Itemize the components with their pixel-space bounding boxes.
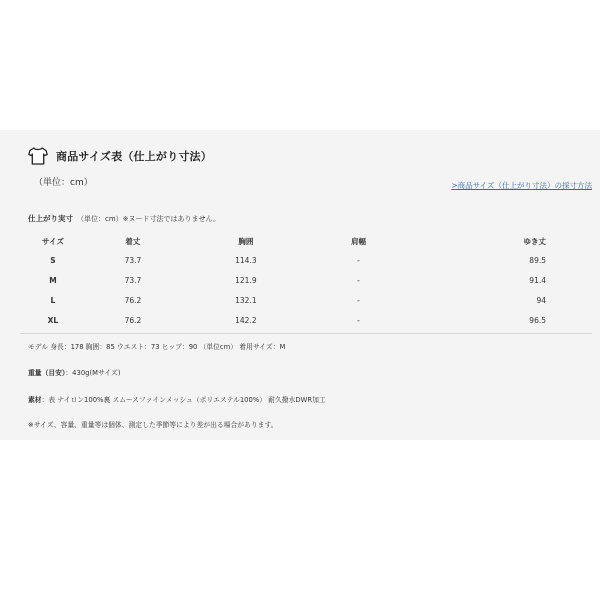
cell-shoulder: - <box>357 295 360 305</box>
table-row <box>20 270 592 290</box>
cell-size: M <box>49 275 57 285</box>
header-size: サイズ <box>41 237 64 246</box>
cell-shoulder: - <box>357 315 360 325</box>
cell-length: 76.2 <box>124 295 142 305</box>
divider <box>20 333 592 334</box>
cell-chest: 142.2 <box>235 315 257 325</box>
table-row <box>20 250 592 270</box>
table-row <box>20 290 592 310</box>
cell-sleeve: 91.4 <box>529 275 546 285</box>
material-info <box>28 394 326 404</box>
cell-chest: 121.9 <box>235 275 257 285</box>
header-sleeve: ゆき丈 <box>523 237 546 246</box>
header-shoulder: 肩幅 <box>351 237 366 246</box>
cell-sleeve: 89.5 <box>529 255 546 265</box>
cell-size: L <box>50 295 56 305</box>
material-label: 素材 <box>28 396 42 404</box>
page-title: 商品サイズ表（仕上がり寸法） <box>56 150 212 163</box>
weight-value: ：430g(Mサイズ) <box>65 369 121 377</box>
cell-shoulder: - <box>357 275 360 285</box>
cell-sleeve: 94 <box>536 295 546 305</box>
header-length: 着丈 <box>125 237 141 246</box>
measurement-guide-link[interactable]: >商品サイズ（仕上がり寸法）の採寸方法 <box>451 181 592 190</box>
table-row <box>20 310 592 330</box>
cell-shoulder: - <box>357 255 360 265</box>
footnote: ※サイズ、容量、重量等は個体、測定した季節等により差が出る場合があります。 <box>28 421 278 429</box>
model-info: モデル 身長：178 胸囲：85 ウエスト：73 ヒップ：90 （単位cm） 着用サイズ：M <box>28 343 286 351</box>
cell-size: XL <box>47 315 59 325</box>
table-header-row <box>20 233 592 250</box>
cell-length: 73.7 <box>124 255 142 265</box>
cell-chest: 132.1 <box>235 295 257 305</box>
cell-size: S <box>50 255 56 265</box>
table-title <box>28 213 220 224</box>
size-chart-panel <box>0 130 600 440</box>
weight-info <box>28 367 121 377</box>
title-row <box>28 147 212 165</box>
table-title-note: （単位：cm）※ヌード寸法ではありません。 <box>77 215 220 223</box>
cell-sleeve: 96.5 <box>529 315 546 325</box>
cell-chest: 114.3 <box>235 255 257 265</box>
header-chest: 胸囲 <box>238 237 254 246</box>
tshirt-icon <box>28 147 48 165</box>
cell-length: 76.2 <box>124 315 142 325</box>
cell-length: 73.7 <box>124 275 142 285</box>
table-title-label: 仕上がり実寸 <box>28 214 73 223</box>
size-table <box>20 233 592 330</box>
material-value: ：表 ナイロン100%裏 スムースファインメッシュ（ポリエステル100%） 耐久撥水DWR加工 <box>41 396 326 404</box>
weight-label: 重量（目安） <box>28 369 66 377</box>
unit-label: （単位：cm） <box>34 178 93 188</box>
